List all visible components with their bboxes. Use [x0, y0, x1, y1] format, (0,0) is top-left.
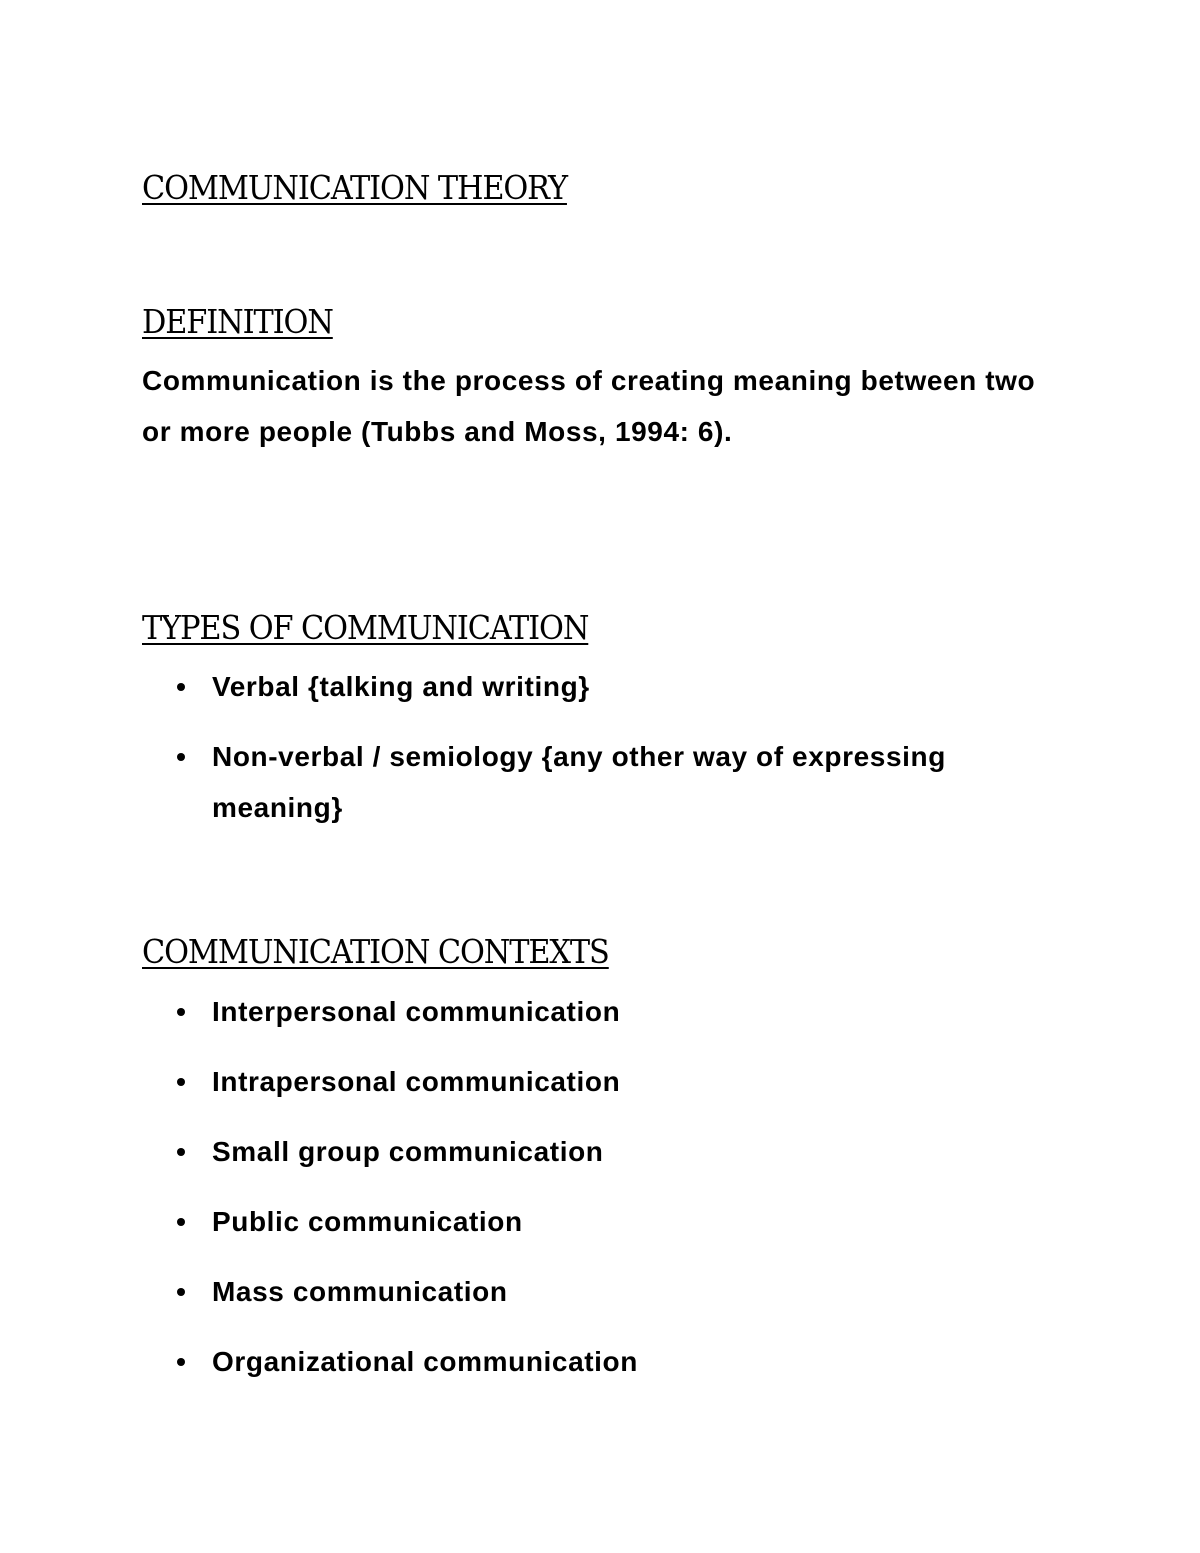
bullet-icon: [177, 1358, 185, 1366]
types-list-item: [142, 731, 962, 833]
contexts-list-item: [142, 1336, 1042, 1387]
bullet-icon: [177, 753, 185, 761]
bullet-icon: [177, 683, 185, 691]
contexts-list-item: [142, 986, 1042, 1037]
types-list: [142, 661, 962, 852]
document-title: COMMUNICATION THEORY: [142, 168, 567, 207]
contexts-item-label: Organizational communication: [212, 1346, 638, 1377]
definition-heading: DEFINITION: [142, 302, 333, 341]
bullet-icon: [177, 1008, 185, 1016]
types-list-item: [142, 661, 962, 712]
contexts-item-label: Public communication: [212, 1206, 523, 1237]
contexts-item-label: Interpersonal communication: [212, 996, 621, 1027]
contexts-list-item: [142, 1196, 1042, 1247]
bullet-icon: [177, 1288, 185, 1296]
contexts-item-label: Intrapersonal communication: [212, 1066, 621, 1097]
contexts-list-item: [142, 1126, 1042, 1177]
bullet-icon: [177, 1218, 185, 1226]
contexts-item-label: Small group communication: [212, 1136, 604, 1167]
contexts-heading: COMMUNICATION CONTEXTS: [142, 932, 609, 971]
contexts-list-item: [142, 1056, 1042, 1107]
types-item-label: Verbal {talking and writing}: [212, 671, 590, 702]
definition-text: Communication is the process of creating meaning between two or more people (Tubbs and Moss, 1994: 6).: [142, 365, 1036, 447]
contexts-list-item: [142, 1266, 1042, 1317]
contexts-item-label: Mass communication: [212, 1276, 508, 1307]
types-item-label: Non-verbal / semiology {any other way of expressing meaning}: [212, 741, 946, 823]
types-heading: TYPES OF COMMUNICATION: [142, 608, 589, 647]
bullet-icon: [177, 1078, 185, 1086]
bullet-icon: [177, 1148, 185, 1156]
contexts-list: [142, 986, 1042, 1406]
